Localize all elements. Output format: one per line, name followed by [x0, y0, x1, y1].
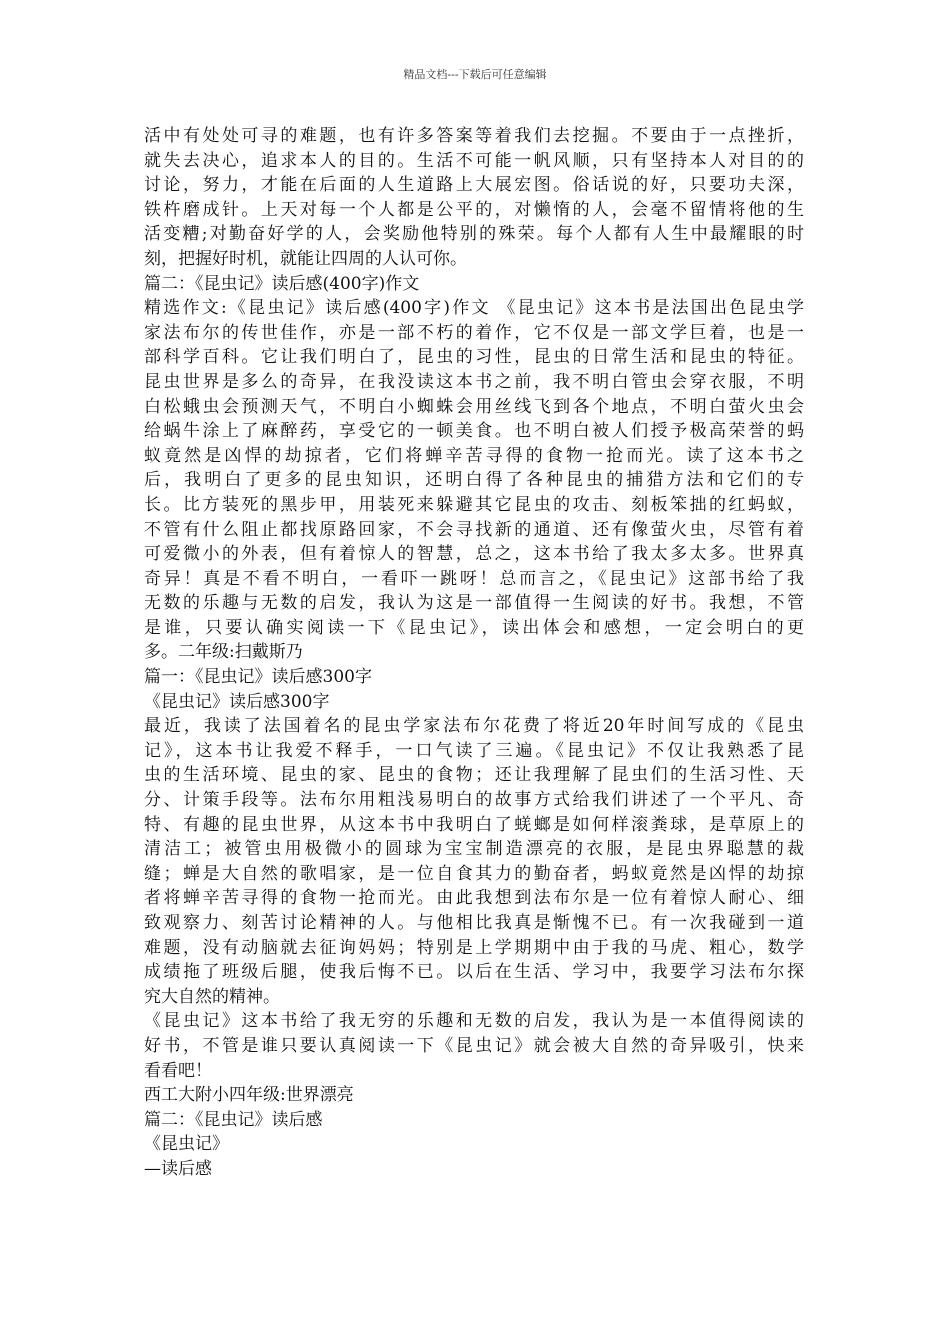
text-line: 多。二年级:扫戴斯乃 [144, 642, 303, 663]
text-line: 篇二：《昆虫记》读后感 [144, 1109, 323, 1130]
text-line: 精选作文:《昆虫记》读后感(400字)作文 《昆虫记》这本书是法国出色昆虫学 [144, 298, 804, 319]
text-line: 《昆虫记》读后感300字 [144, 691, 330, 712]
text-line: 成绩拖了班级后腿，使我后悔不已。以后在生活、学习中，我要学习法布尔探 [144, 962, 804, 983]
text-line: 缝；蝉是大自然的歌唱家，是一位自食其力的勤奋者，蚂蚁竟然是凶悍的劫掠 [144, 863, 804, 884]
text-line: 清洁工；被管虫用极微小的圆球为宝宝制造漂亮的衣服，是昆虫界聪慧的裁 [144, 839, 804, 860]
text-line: 家法布尔的传世佳作，亦是一部不朽的着作，它不仅是一部文学巨着，也是一 [144, 322, 804, 343]
text-line: 好书，不管是谁只要认真阅读一下《昆虫记》就会被大自然的奇异吸引，快来 [144, 1035, 804, 1056]
text-line: 可爱微小的外表，但有着惊人的智慧，总之，这本书给了我太多太多。世界真 [144, 544, 804, 565]
text-line: 难题，没有动脑就去征询妈妈；特别是上学期期中由于我的马虎、粗心，数学 [144, 937, 804, 958]
text-line: 后，我明白了更多的昆虫知识，还明白得了各种昆虫的捕猎方法和它们的专 [144, 470, 804, 491]
text-line: 记》，这本书让我爱不释手，一口气读了三遍。《昆虫记》不仅让我熟悉了昆 [144, 740, 804, 761]
text-line: 致观察力、刻苦讨论精神的人。与他相比我真是惭愧不已。有一次我碰到一道 [144, 913, 804, 933]
text-line: 篇一：《昆虫记》读后感300字 [144, 667, 372, 688]
text-line: 奇异！真是不看不明白，一看吓一跳呀！总而言之，《昆虫记》这部书给了我 [144, 568, 804, 589]
text-line: 给蜗牛涂上了麻醉药，享受它的一顿美食。也不明白被人们授予极高荣誉的蚂 [144, 421, 804, 442]
text-line: —读后感 [144, 1158, 212, 1179]
text-line: 昆虫世界是多么的奇异，在我没读这本书之前，我不明白管虫会穿衣服，不明 [144, 371, 804, 392]
text-line: 西工大附小四年级:世界漂亮 [144, 1085, 354, 1106]
text-line: 活变糟;对勤奋好学的人，会奖励他特别的殊荣。每个人都有人生中最耀眼的时 [144, 224, 804, 245]
text-line: 虫的生活环境、昆虫的家、昆虫的食物；还让我理解了昆虫们的生活习性、天 [144, 765, 804, 786]
text-line: 分、计策手段等。法布尔用粗浅易明白的故事方式给我们讲述了一个平凡、奇 [144, 790, 804, 811]
text-line: 《昆虫记》 [144, 1134, 229, 1155]
text-line: 是谁，只要认确实阅读一下《昆虫记》，读出体会和感想，一定会明白的更 [144, 617, 804, 638]
text-line: 无数的乐趣与无数的启发，我认为这是一部值得一生阅读的好书。我想，不管 [144, 593, 804, 614]
text-line: 讨论，努力，才能在后面的人生道路上大展宏图。俗话说的好，只要功夫深， [144, 175, 804, 196]
text-line: 就失去决心，追求本人的目的。生活不可能一帆风顺，只有坚持本人对目的的 [144, 150, 804, 171]
text-line: 白松蛾虫会预测天气，不明白小蜘蛛会用丝线飞到各个地点，不明白萤火虫会 [144, 396, 804, 417]
text-line: 《昆虫记》这本书给了我无穷的乐趣和无数的启发，我认为是一本值得阅读的 [144, 1011, 804, 1032]
text-line: 看看吧！ [144, 1060, 212, 1081]
text-line: 篇二：《昆虫记》读后感(400字)作文 [144, 273, 420, 294]
text-line: 长。比方装死的黑步甲，用装死来躲避其它昆虫的攻击、刻板笨拙的红蚂蚁， [144, 494, 804, 515]
page-header: 精品文档---下载后可任意编辑 [403, 68, 547, 81]
text-line: 活中有处处可寻的难题，也有许多答案等着我们去挖掘。不要由于一点挫折， [144, 126, 804, 146]
text-line: 蚁竟然是凶悍的劫掠者，它们将蝉辛苦寻得的食物一抢而光。读了这本书之 [144, 445, 804, 466]
text-line: 部科学百科。它让我们明白了，昆虫的习性，昆虫的日常生活和昆虫的特征。 [144, 347, 804, 368]
text-line: 最近，我读了法国着名的昆虫学家法布尔花费了将近20年时间写成的《昆虫 [144, 716, 804, 737]
text-line: 究大自然的精神。 [144, 986, 280, 1007]
text-line: 特、有趣的昆虫世界，从这本书中我明白了蜣螂是如何样滚粪球，是草原上的 [144, 814, 804, 835]
text-line: 刻，把握好时机，就能让四周的人认可你。 [144, 248, 467, 269]
text-line: 铁杵磨成针。上天对每一个人都是公平的，对懒惰的人，会毫不留情将他的生 [144, 199, 804, 220]
document-body [144, 124, 804, 1182]
text-line: 不管有什么阻止都找原路回家，不会寻找新的通道、还有像萤火虫，尽管有着 [144, 519, 804, 540]
text-line: 者将蝉辛苦寻得的食物一抢而光。由此我想到法布尔是一位有着惊人耐心、细 [144, 888, 804, 909]
